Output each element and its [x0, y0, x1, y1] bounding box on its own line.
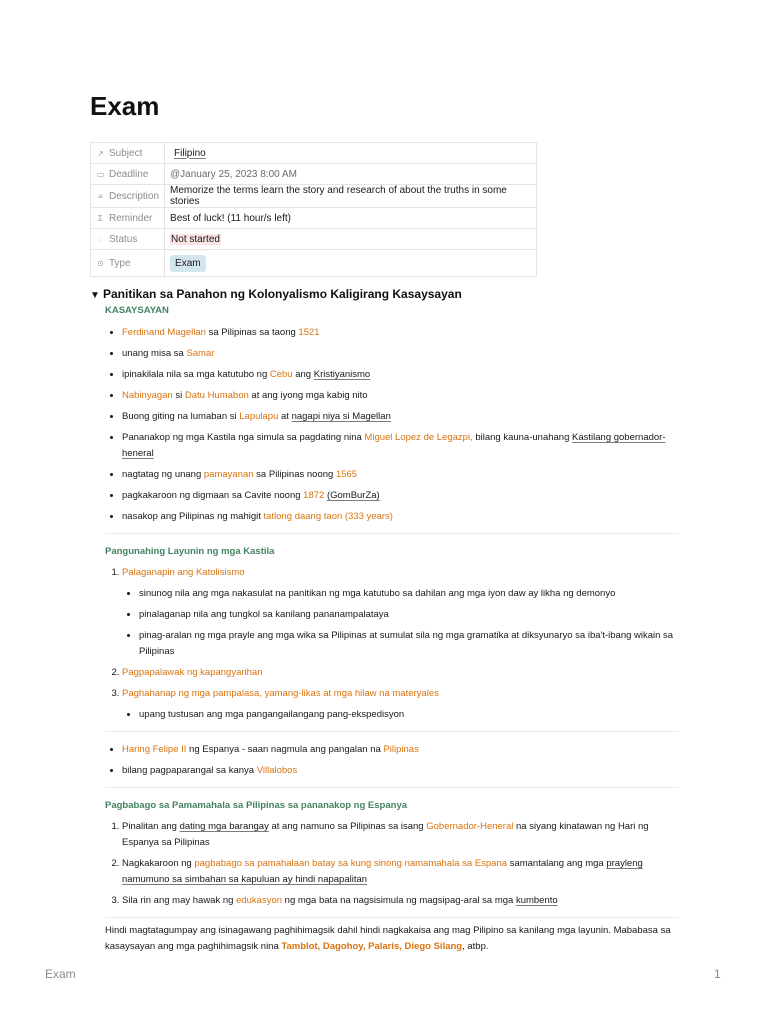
- list-item: 3. Sila rin ang may hawak ng edukasyon ng mga bata na nagsisimula ng magsipag-aral sa mga kumbento: [122, 893, 679, 909]
- property-key: Σ Reminder: [91, 208, 165, 229]
- property-value: Best of luck! (11 hour/s left): [165, 208, 537, 229]
- list-item: • upang tustusan ang mga pangangailangang pang-ekspedisyon: [139, 707, 679, 723]
- list-item: • Nabinyagan si Datu Humabon at ang iyong mga kabig nito: [122, 388, 679, 404]
- property-value[interactable]: [165, 250, 537, 277]
- property-value[interactable]: [165, 229, 537, 250]
- subject-link[interactable]: Filipino: [174, 147, 206, 159]
- divider: [105, 917, 679, 918]
- properties-table: [90, 142, 537, 277]
- kasaysayan-list: [105, 325, 679, 525]
- property-value[interactable]: [165, 143, 537, 164]
- divider: [105, 533, 679, 534]
- text-lines-icon: ≡: [98, 191, 103, 201]
- closing-paragraph: Hindi magtatagumpay ang isinagawang paghihimagsik dahil hindi nagkakaisa ang mag Pilipino sa kanilang mga layunin. Mababasa sa kasaysayan ang mga paghihimagsik nina Tamblot, Dagohoy, Palaris, Diego Silang, atbp.: [105, 925, 671, 952]
- page-title: Exam: [90, 91, 160, 121]
- deadline-date: @January 25, 2023 8:00 AM: [170, 168, 297, 180]
- list-item: • Buong giting na lumaban si Lapulapu at nagapi niya si Magellan: [122, 409, 679, 425]
- list-item: • pagkakaroon ng digmaan sa Cavite noong 1872 (GomBurZa): [122, 488, 679, 504]
- list-item: 3. Paghahanap ng mga pampalasa, yamang-likas at mga hilaw na materyales • upang tustusan ang mga pangangailangang pang-ekspedisyon: [122, 686, 679, 723]
- property-row-subject: [91, 143, 537, 164]
- layunin-list: [105, 565, 679, 723]
- sub-list: [122, 586, 679, 660]
- footer-title: Exam: [45, 967, 76, 981]
- property-row-status: [91, 229, 537, 250]
- property-row-deadline: [91, 164, 537, 185]
- list-item: 1. Pinalitan ang dating mga barangay at ang namuno sa Pilipinas sa isang Gobernador-Heneral na siyang kinatawan ng Hari ng Espanya sa Pilipinas: [122, 819, 679, 851]
- type-tag[interactable]: Exam: [170, 255, 206, 272]
- list-item: • pinalaganap nila ang tungkol sa kanilang pananampalataya: [139, 607, 679, 623]
- list-item: • sinunog nila ang mga nakasulat na panitikan ng mga katutubo sa dahilan ang mga iyon daw ay likha ng demonyo: [139, 586, 679, 602]
- list-item: 1. Palaganapin ang Katolisismo • sinunog nila ang mga nakasulat na panitikan ng mga katutubo sa dahilan ang mga iyon daw ay likha ng demonyo • pinalaganap nila ang tungkol sa kanilang pananampalataya • pinag-aralan ng mga prayle ang mga wika sa Pilipinas at sumulat sila ng mga gramatika at diksyunaryo sa iba't-ibang wikain sa Pilipinas: [122, 565, 679, 660]
- relation-arrow-icon: ↗: [97, 148, 104, 158]
- property-row-reminder: [91, 208, 537, 229]
- list-item: • nagtatag ng unang pamayanan sa Pilipinas noong 1565: [122, 467, 679, 483]
- list-item: • ipinakilala nila sa mga katutubo ng Cebu ang Kristiyanismo: [122, 367, 679, 383]
- section-heading-layunin: Pangunahing Layunin ng mga Kastila: [105, 546, 275, 557]
- felipe-list: [105, 742, 679, 779]
- list-item: • Ferdinand Magellan sa Pilipinas sa taong 1521: [122, 325, 679, 341]
- list-item: • nasakop ang Pilipinas ng mahigit tatlong daang taon (333 years): [122, 509, 679, 525]
- property-key: ◌ Status: [91, 229, 165, 250]
- calendar-icon: ▭: [96, 169, 105, 179]
- sub-list: [122, 707, 679, 723]
- toggle-heading[interactable]: ▼ Panitikan sa Panahon ng Kolonyalismo Kaligirang Kasaysayan: [90, 287, 462, 301]
- property-key: ⊙ Type: [91, 250, 165, 277]
- property-row-type: [91, 250, 537, 277]
- list-item: 2. Nagkakaroon ng pagbabago sa pamahalaan batay sa kung sinong namamahala sa Espana samantalang ang mga prayleng namumuno sa simbahan sa kapuluan ay hindi napapalitan: [122, 856, 679, 888]
- select-icon: ⊙: [97, 258, 104, 268]
- list-item: • Haring Felipe II ng Espanya - saan nagmula ang pangalan na Pilipinas: [122, 742, 679, 758]
- page-number: 1: [714, 967, 721, 981]
- status-circle-icon: ◌: [98, 234, 103, 244]
- list-item: • pinag-aralan ng mga prayle ang mga wika sa Pilipinas at sumulat sila ng mga gramatika at diksyunaryo sa iba't-ibang wikain sa Pilipinas: [139, 628, 679, 660]
- section-heading-kasaysayan: KASAYSAYAN: [105, 305, 169, 316]
- property-row-description: [91, 185, 537, 208]
- property-key: ↗ Subject: [91, 143, 165, 164]
- property-key: ≡ Description: [91, 185, 165, 208]
- list-item: • Pananakop ng mga Kastila nga simula sa pagdating nina Miguel Lopez de Legazpi, bilang kauna-unahang Kastilang gobernador-heneral: [122, 430, 679, 462]
- pagbabago-list: [105, 819, 679, 909]
- property-value[interactable]: [165, 164, 537, 185]
- property-value[interactable]: Memorize the terms learn the story and research of about the truths in some stories: [165, 185, 537, 208]
- section-heading-pagbabago: Pagbabago sa Pamamahala sa Pilipinas sa pananakop ng Espanya: [105, 800, 408, 811]
- status-badge[interactable]: Not started: [171, 233, 220, 245]
- list-item: • unang misa sa Samar: [122, 346, 679, 362]
- property-key: ▭ Deadline: [91, 164, 165, 185]
- toggle-triangle-icon[interactable]: ▼: [90, 290, 100, 301]
- list-item: • bilang pagpaparangal sa kanya Villalobos: [122, 763, 679, 779]
- formula-icon: Σ: [98, 213, 103, 223]
- divider: [105, 787, 679, 788]
- divider: [105, 731, 679, 732]
- toggle-content: [105, 303, 679, 955]
- list-item: 2. Pagpapalawak ng kapangyarihan: [122, 665, 679, 681]
